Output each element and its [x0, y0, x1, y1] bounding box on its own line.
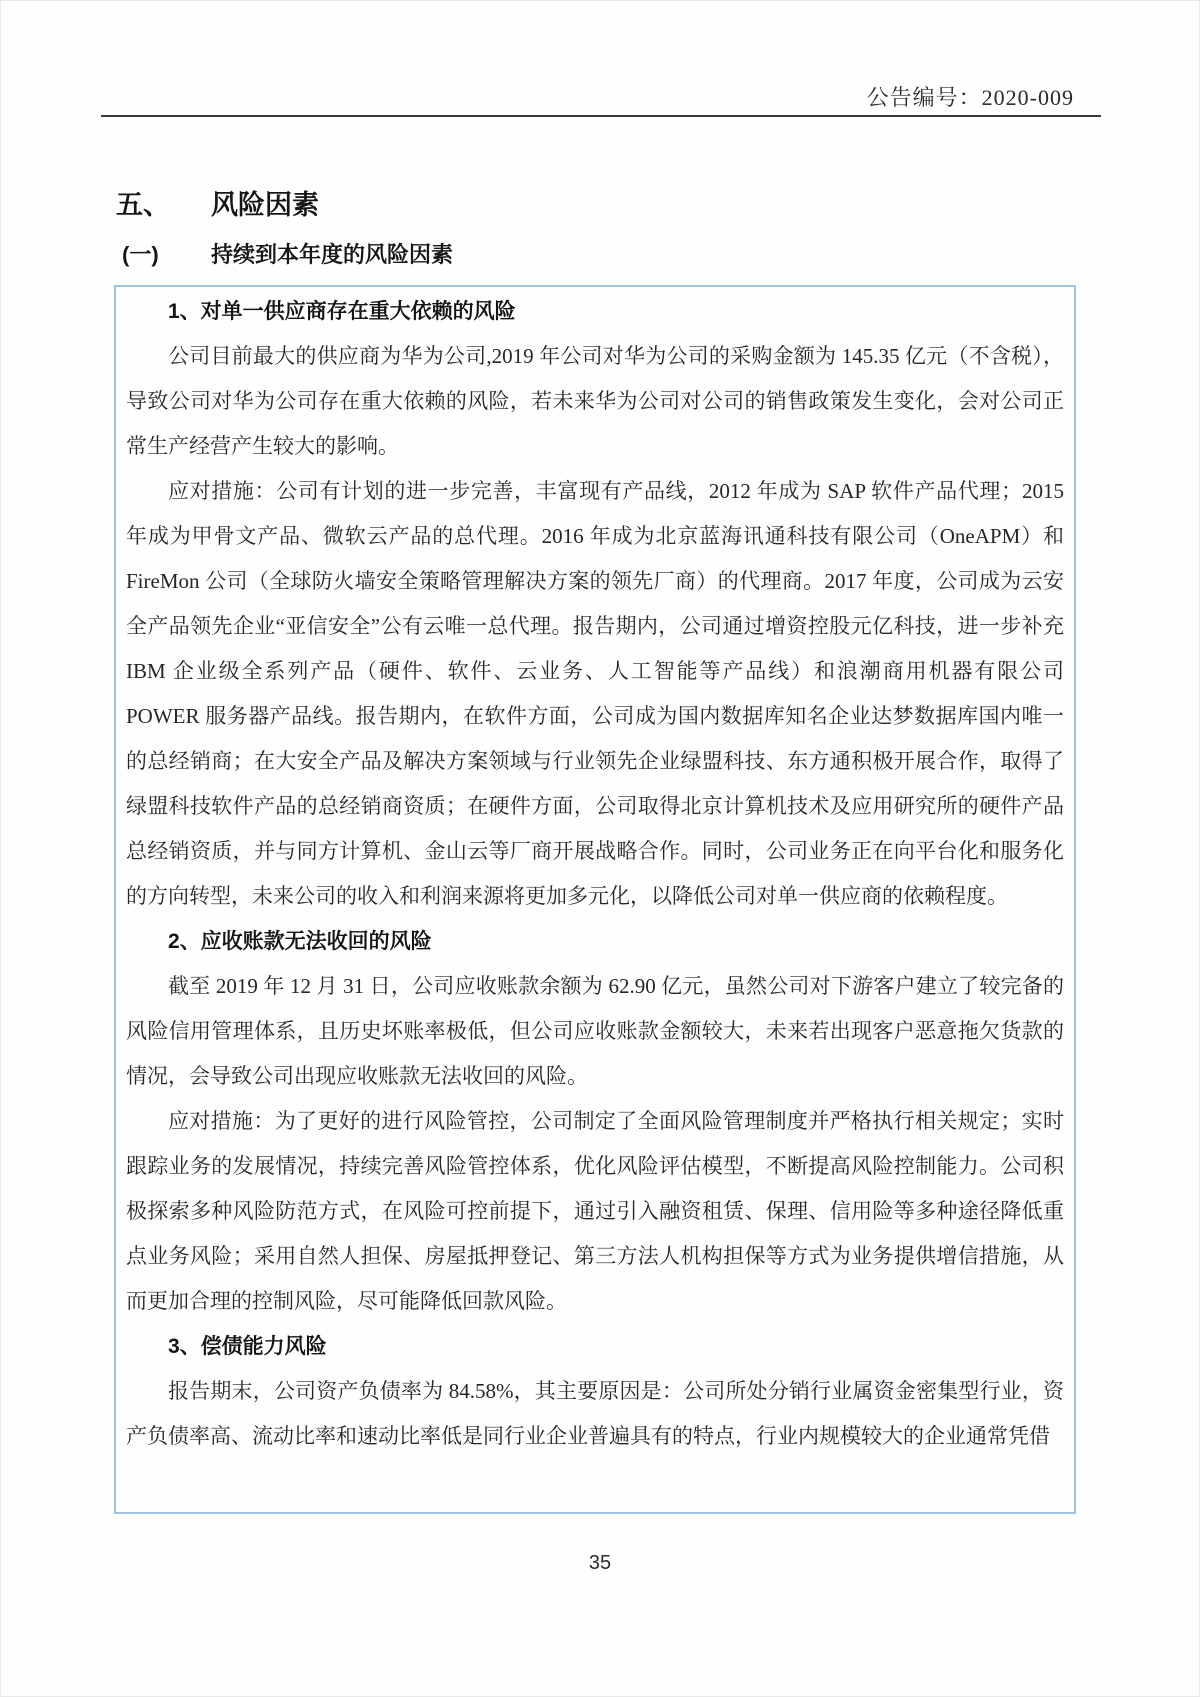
subsection-title: 持续到本年度的风险因素: [211, 242, 454, 267]
risk-item-3-paragraph: 报告期末，公司资产负债率为 84.58%，其主要原因是：公司所处分销行业属资金密集型行业，资产负债率高、流动比率和速动比率低是同行业企业普遍具有的特点，行业内规模较大的企业通常凭借: [126, 1379, 1064, 1448]
risk-item-2-heading: 2、应收账款无法收回的风险: [168, 930, 432, 953]
risk-item-3-heading: 3、偿债能力风险: [168, 1335, 327, 1358]
risk-item-2-paragraph: 应对措施：为了更好的进行风险管控，公司制定了全面风险管理制度并严格执行相关规定；实时跟踪业务的发展情况，持续完善风险管控体系，优化风险评估模型，不断提高风险控制能力。公司积极探索多种风险防范方式，在风险可控前提下，通过引入融资租赁、保理、信用险等多种途径降低重点业务风险；采用自然人担保、房屋抵押登记、第三方法人机构担保等方式为业务提供增信措施，从而更加合理的控制风险，尽可能降低回款风险。: [126, 1109, 1064, 1313]
section-heading: [116, 183, 319, 222]
page-number: 35: [588, 1552, 612, 1574]
risk-item-2-paragraph: 截至 2019 年 12 月 31 日，公司应收账款余额为 62.90 亿元，虽然公司对下游客户建立了较完备的风险信用管理体系，且历史坏账率极低，但公司应收账款金额较大，未来若出现客户恶意拖欠货款的情况，会导致公司出现应收账款无法收回的风险。: [126, 974, 1064, 1088]
section-title: 风险因素: [211, 190, 319, 220]
header-divider: [101, 115, 1101, 117]
doc-number: 公告编号：2020-009: [866, 85, 1074, 110]
risk-item-1-paragraph: 公司目前最大的供应商为华为公司,2019 年公司对华为公司的采购金额为 145.35 亿元（不含税），导致公司对华为公司存在重大依赖的风险，若未来华为公司对公司的销售政策发生变化，会对公司正常生产经营产生较大的影响。: [126, 344, 1064, 458]
subsection-heading: [122, 238, 453, 269]
subsection-number: (一): [122, 242, 159, 267]
risk-factors-box: [114, 285, 1076, 1514]
section-number: 五、: [116, 190, 170, 220]
risk-item-1-paragraph: 应对措施：公司有计划的进一步完善，丰富现有产品线，2012 年成为 SAP 软件产品代理；2015 年成为甲骨文产品、微软云产品的总代理。2016 年成为北京蓝海讯通科技有限公司（OneAPM）和 FireMon 公司（全球防火墙安全策略管理解决方案的领先厂商）的代理商。2017 年度，公司成为云安全产品领先企业“亚信安全”公有云唯一总代理。报告期内，公司通过增资控股元亿科技，进一步补充 IBM 企业级全系列产品（硬件、软件、云业务、人工智能等产品线）和浪潮商用机器有限公司 POWER 服务器产品线。报告期内，在软件方面，公司成为国内数据库知名企业达梦数据库国内唯一的总经销商；在大安全产品及解决方案领域与行业领先企业绿盟科技、东方通积极开展合作，取得了绿盟科技软件产品的总经销商资质；在硬件方面，公司取得北京计算机技术及应用研究所的硬件产品总经销资质，并与同方计算机、金山云等厂商开展战略合作。同时，公司业务正在向平台化和服务化的方向转型，未来公司的收入和利润来源将更加多元化，以降低公司对单一供应商的依赖程度。: [126, 479, 1064, 908]
risk-item-1-heading: 1、对单一供应商存在重大依赖的风险: [168, 300, 516, 323]
